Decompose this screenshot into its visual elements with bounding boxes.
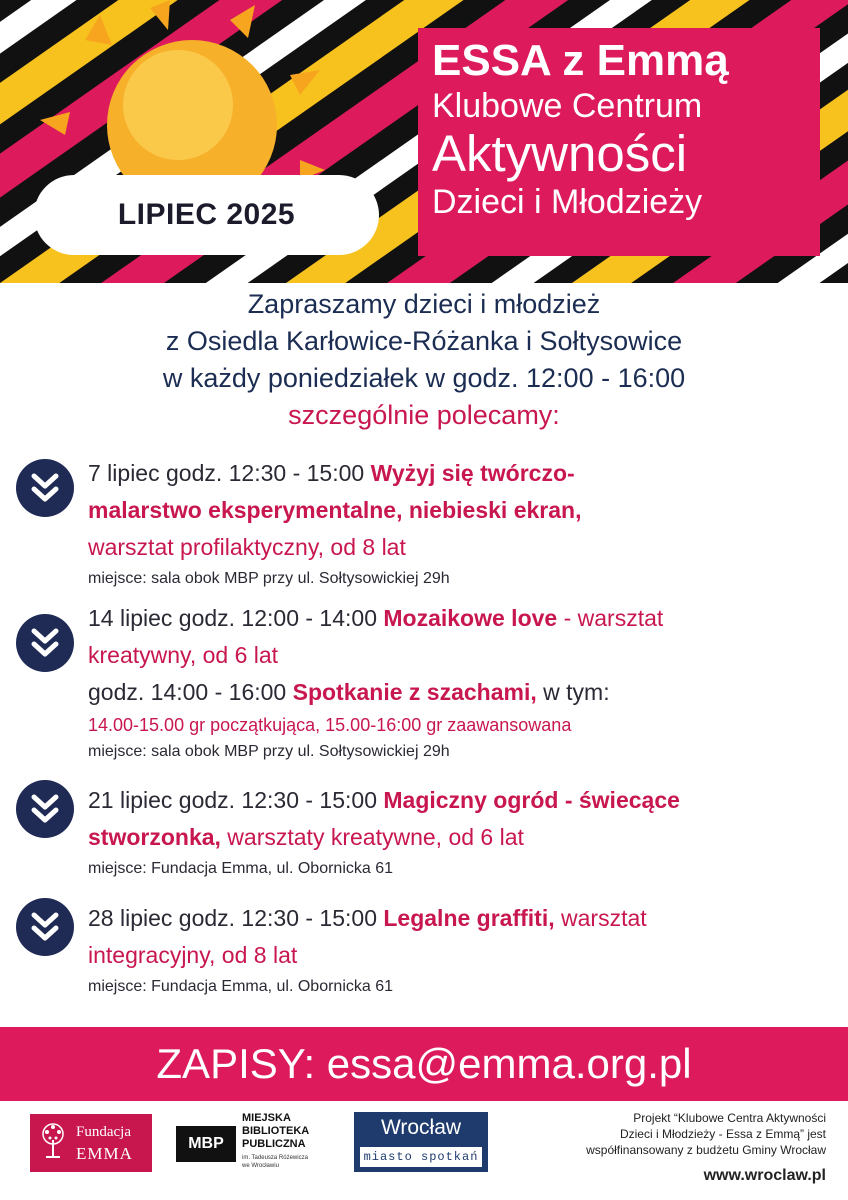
title-line4: Dzieci i Młodzieży xyxy=(432,183,703,221)
intro-text xyxy=(0,286,848,434)
event-title: Legalne graffiti, xyxy=(383,905,555,931)
mbp-sub2: we Wrocławiu xyxy=(242,1163,279,1169)
mbp-sub1: im. Tadeusza Różewicza xyxy=(242,1155,308,1161)
intro-line1: Zapraszamy dzieci i młodzież xyxy=(247,289,601,319)
mbp-line2: BIBLIOTEKA xyxy=(242,1125,310,1137)
mbp-box: MBP xyxy=(176,1126,236,1162)
title-line2: Klubowe Centrum xyxy=(432,87,703,125)
wroclaw-subtitle: miasto spotkań xyxy=(360,1147,482,1167)
chevrons-down-icon xyxy=(16,614,74,672)
event-desc: warsztat profilaktyczny, od 8 lat xyxy=(88,534,406,560)
title-box xyxy=(418,28,820,256)
event-date: 21 lipiec godz. 12:30 - 15:00 xyxy=(88,787,384,813)
event-title: Wyżyj się twórczo- xyxy=(370,460,575,486)
title-main: ESSA z Emmą xyxy=(432,36,729,85)
event-time2: godz. 14:00 - 16:00 xyxy=(88,679,293,705)
event-desc: warsztaty kreatywne, od 6 lat xyxy=(220,824,524,850)
header-banner xyxy=(0,0,848,283)
intro-line4: szczególnie polecamy: xyxy=(288,400,560,430)
wroclaw-title: Wrocław xyxy=(380,1116,462,1139)
event-title: Magiczny ogród - świecące xyxy=(383,787,680,813)
project-line2: Dzieci i Młodzieży - Essa z Emmą” jest xyxy=(619,1127,826,1141)
event-title-cont: stworzonka, xyxy=(88,824,221,850)
event-date: 7 lipiec godz. 12:30 - 15:00 xyxy=(88,460,371,486)
mbp-line3: PUBLICZNA xyxy=(242,1138,306,1150)
event-date: 28 lipiec godz. 12:30 - 15:00 xyxy=(88,905,384,931)
event-date: 14 lipiec godz. 12:00 - 14:00 xyxy=(88,605,384,631)
intro-line2: z Osiedla Karłowice-Różanka i Sołtysowice xyxy=(165,326,683,356)
project-line3: współfinansowany z budżetu Gminy Wrocław xyxy=(586,1143,826,1157)
event-place: miejsce: sala obok MBP przy ul. Sołtysowickiej 29h xyxy=(88,743,450,760)
month-label: LIPIEC 2025 xyxy=(34,175,379,255)
footer xyxy=(0,1102,848,1200)
event-title2: Spotkanie z szachami, xyxy=(292,679,537,705)
event-place: miejsce: Fundacja Emma, ul. Obornicka 61 xyxy=(88,978,394,995)
event-desc-cont: integracyjny, od 8 lat xyxy=(88,942,298,968)
event-desc-cont: kreatywny, od 6 lat xyxy=(88,642,279,668)
event-title: Mozaikowe love xyxy=(383,605,558,631)
title-line3: Aktywności xyxy=(432,125,688,182)
event-place: miejsce: Fundacja Emma, ul. Obornicka 61 xyxy=(88,860,394,877)
event-desc2: w tym: xyxy=(536,679,610,705)
signup-banner: ZAPISY: essa@emma.org.pl xyxy=(0,1027,848,1101)
event-groups: 14.00-15.00 gr początkująca, 15.00-16:00 gr zaawansowana xyxy=(88,715,572,735)
event-desc: warsztat xyxy=(554,905,647,931)
wroclaw-logo xyxy=(354,1112,488,1172)
fundacja-emma-logo xyxy=(30,1114,152,1172)
mbp-logo xyxy=(176,1112,336,1176)
event-title-cont: malarstwo eksperymentalne, niebieski ekran, xyxy=(88,497,582,523)
event-desc: - warsztat xyxy=(557,605,664,631)
chevrons-down-icon xyxy=(16,780,74,838)
project-info xyxy=(506,1110,826,1188)
tree-icon xyxy=(38,1122,68,1162)
emma-name-line2: EMMA xyxy=(76,1144,133,1163)
mbp-line1: MIEJSKA xyxy=(242,1112,291,1124)
project-line1: Projekt “Klubowe Centra Aktywności xyxy=(633,1111,826,1125)
chevrons-down-icon xyxy=(16,898,74,956)
intro-line3: w każdy poniedziałek w godz. 12:00 - 16:00 xyxy=(162,363,686,393)
emma-name-line1: Fundacja xyxy=(76,1124,131,1140)
event-place: miejsce: sala obok MBP przy ul. Sołtysowickiej 29h xyxy=(88,570,450,587)
wroclaw-url[interactable]: www.wroclaw.pl xyxy=(703,1167,826,1184)
chevrons-down-icon xyxy=(16,459,74,517)
